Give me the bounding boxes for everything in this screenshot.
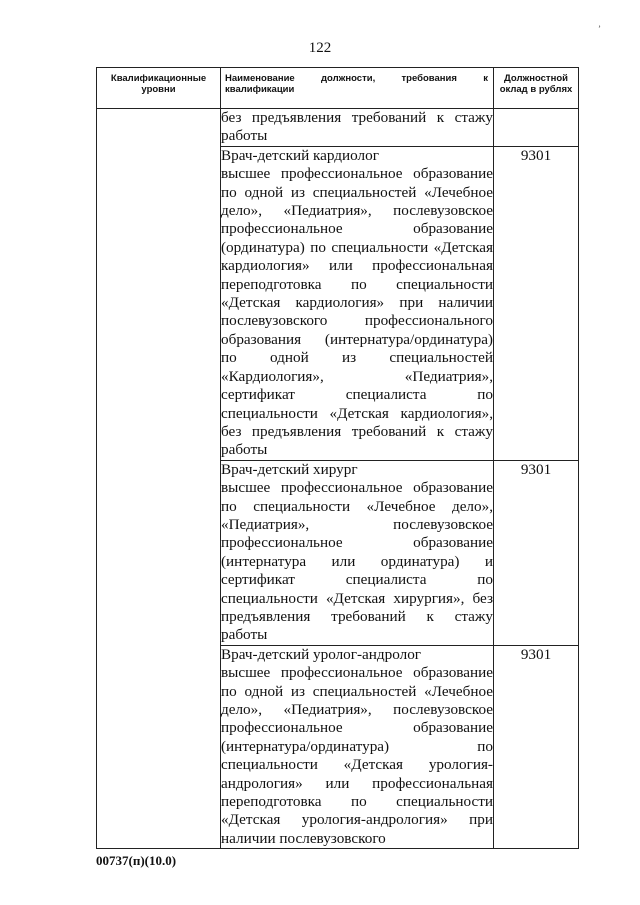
document-code: 00737(п)(10.0) xyxy=(96,853,177,868)
text-line: профессиональное образование xyxy=(221,719,493,737)
text-line: без предъявления требований к стажу xyxy=(221,109,493,126)
text-line: предъявления требований к стажу xyxy=(221,607,493,625)
text-line: высшее профессиональное образование xyxy=(221,165,493,183)
text-line: по одной из специальностей «Лечебное xyxy=(221,682,493,700)
corner-mark: ʼ xyxy=(598,24,601,34)
header-salary: Должностной оклад в рублях xyxy=(494,68,579,109)
page-number: 122 xyxy=(308,40,332,56)
text-line: послевузовского профессионального xyxy=(221,312,493,330)
table-body xyxy=(97,109,579,849)
text-line: андрология» или профессиональная xyxy=(221,774,493,792)
text-line: дело», «Педиатрия», послевузовское xyxy=(221,202,493,220)
text-line: работы xyxy=(221,441,268,459)
position-cell xyxy=(221,645,494,848)
position-cell xyxy=(221,109,494,147)
text-line: сертификат специалиста по xyxy=(221,571,493,589)
text-line: Врач-детский уролог-андролог xyxy=(221,645,422,663)
header-position: Наименование должности, требования к квалификации xyxy=(221,68,494,109)
text-line: специальности «Детская урология- xyxy=(221,756,493,774)
text-line: Врач-детский кардиолог xyxy=(221,146,379,164)
text-line: работы xyxy=(221,626,268,644)
text-line: без предъявления требований к стажу xyxy=(221,422,493,440)
text-line: (ординатура) по специальности «Детская xyxy=(221,238,493,256)
position-cell xyxy=(221,460,494,645)
text-line: высшее профессиональное образование xyxy=(221,664,493,682)
text-line: по одной из специальностей «Лечебное xyxy=(221,183,493,201)
table-header-row xyxy=(97,68,579,109)
position-cell xyxy=(221,146,494,460)
text-line: специальности «Детская хирургия», без xyxy=(221,589,493,607)
text-line: по специальности «Лечебное дело», xyxy=(221,497,493,515)
text-line: специальности «Детская кардиология», xyxy=(221,404,493,422)
levels-cell xyxy=(97,109,221,849)
text-line: «Детская урология-андрология» при xyxy=(221,811,493,829)
text-line: «Кардиология», «Педиатрия», xyxy=(221,367,493,385)
header-levels: Квалификационные уровни xyxy=(97,68,221,109)
salary-cell: 9301 xyxy=(494,645,579,848)
text-line: (интернатура или ординатура) и xyxy=(221,552,493,570)
text-line: (интернатура/ординатура) по xyxy=(221,737,493,755)
text-line: Врач-детский хирург xyxy=(221,460,358,478)
table-row xyxy=(97,109,579,147)
text-line: «Педиатрия», послевузовское xyxy=(221,515,493,533)
text-line: кардиология» или профессиональная xyxy=(221,257,493,275)
text-line: профессиональное образование xyxy=(221,534,493,552)
text-line: переподготовка по специальности xyxy=(221,793,493,811)
text-line: работы xyxy=(221,127,268,145)
salary-cell: 9301 xyxy=(494,460,579,645)
text-line: «Детская кардиология» при наличии xyxy=(221,294,493,312)
text-line: наличии послевузовского xyxy=(221,829,386,847)
text-line: сертификат специалиста по xyxy=(221,386,493,404)
text-line: по одной из специальностей xyxy=(221,349,493,367)
salary-cell xyxy=(494,109,579,147)
qualification-table xyxy=(96,67,579,849)
text-line: образования (интернатура/ординатура) xyxy=(221,330,493,348)
text-line: профессиональное образование xyxy=(221,220,493,238)
text-line: переподготовка по специальности xyxy=(221,275,493,293)
text-line: высшее профессиональное образование xyxy=(221,479,493,497)
text-line: дело», «Педиатрия», послевузовское xyxy=(221,701,493,718)
salary-cell: 9301 xyxy=(494,146,579,460)
